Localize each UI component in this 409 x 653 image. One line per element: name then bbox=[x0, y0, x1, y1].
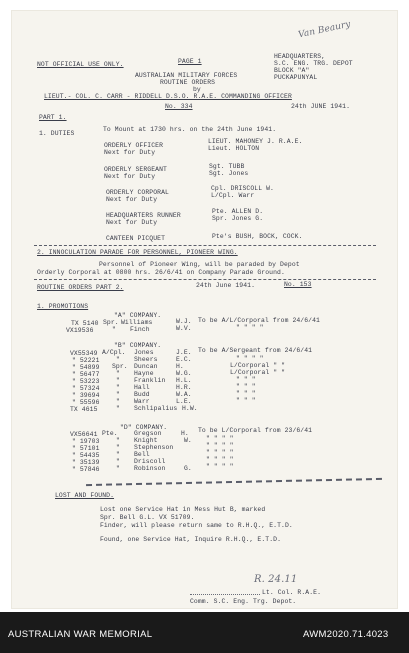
soldier-name: Jones bbox=[134, 349, 154, 356]
rank: " bbox=[116, 356, 120, 363]
soldier-name: Budd bbox=[134, 391, 150, 398]
promotions-heading: 1. PROMOTIONS bbox=[37, 303, 89, 310]
promotion-detail: To be A/L/Corporal from 24/6/41 bbox=[198, 317, 320, 324]
soldier-name: Warr bbox=[134, 398, 150, 405]
hq-line-1: HEADQUARTERS, bbox=[274, 53, 326, 60]
rank: " bbox=[116, 465, 120, 472]
promotion-detail: " " " " bbox=[206, 463, 234, 470]
promotion-detail: To be L/Corporal from 23/6/41 bbox=[198, 427, 313, 434]
service-number: VX55349 bbox=[70, 350, 98, 357]
initials: H.L. bbox=[176, 377, 192, 384]
duty-role-next: Next for Duty bbox=[106, 196, 158, 203]
soldier-name: Driscoll bbox=[134, 458, 166, 465]
company-heading: "B" COMPANY. bbox=[114, 342, 162, 349]
service-number: TX 5140 bbox=[71, 320, 99, 327]
rank: " bbox=[116, 451, 120, 458]
rank: " bbox=[116, 384, 120, 391]
initials: W.V. bbox=[176, 325, 192, 332]
part-2-heading: ROUTINE ORDERS PART 2. bbox=[37, 284, 124, 291]
duty-name: Pte. ALLEN D. bbox=[212, 208, 264, 215]
commander-line: LIEUT.- COL. C. CARR - RIDDELL D.S.O. R.A.E. COMMANDING OFFICER bbox=[44, 93, 292, 100]
promotion-detail: " " " " bbox=[206, 435, 234, 442]
rank: Spr. bbox=[112, 363, 128, 370]
company-heading: "A" COMPANY. bbox=[114, 312, 162, 319]
picquet-label: CANTEEN PICQUET bbox=[106, 235, 166, 242]
initials: H.R. bbox=[176, 384, 192, 391]
duty-role: ORDERLY OFFICER bbox=[104, 142, 164, 149]
duty-name-next: L/Cpl. Warr bbox=[211, 192, 255, 199]
order-number: No. 334 bbox=[165, 103, 193, 110]
duty-role: HEADQUARTERS RUNNER bbox=[106, 212, 181, 219]
title-line-2: ROUTINE ORDERS bbox=[160, 79, 216, 86]
rank: Pte. bbox=[102, 430, 118, 437]
promotion-detail: L/Corporal " " bbox=[230, 369, 286, 376]
company-heading: "D" COMPANY. bbox=[120, 424, 168, 431]
signature: R. 24.11 bbox=[254, 574, 298, 585]
duty-name-next: Lieut. HOLTON bbox=[208, 145, 260, 152]
promotion-detail: " " " " bbox=[236, 324, 264, 331]
service-number: VX56641 bbox=[70, 431, 98, 438]
soldier-name: Finch bbox=[130, 326, 150, 333]
service-number: " 39694 bbox=[72, 392, 100, 399]
soldier-name: Bell bbox=[134, 451, 150, 458]
duty-role-next: Next for Duty bbox=[104, 173, 156, 180]
soldier-name: Sheers bbox=[134, 356, 158, 363]
duty-name: Sgt. TUBB bbox=[209, 163, 245, 170]
service-number: " 54899 bbox=[72, 364, 100, 371]
initials: W. bbox=[184, 437, 192, 444]
hq-line-3: BLOCK "A" bbox=[274, 67, 310, 74]
service-number: " 35139 bbox=[72, 459, 100, 466]
soldier-name: Franklin bbox=[134, 377, 166, 384]
rank: " bbox=[116, 444, 120, 451]
page-number: PAGE 1 bbox=[178, 58, 202, 65]
hq-line-4: PUCKAPUNYAL bbox=[274, 74, 318, 81]
footer-accession-number: AWM2020.71.4023 bbox=[303, 629, 389, 640]
title-line-3: by bbox=[193, 86, 201, 93]
part-2-date: 24th June 1941. bbox=[196, 282, 256, 289]
section-2-line-1: Personnel of Pioneer Wing, will be paraded by Depot bbox=[99, 261, 300, 268]
soldier-name: Hayne bbox=[134, 370, 154, 377]
duties-heading: 1. DUTIES bbox=[39, 130, 75, 137]
service-number: " 57101 bbox=[72, 445, 100, 452]
soldier-name: Schlipalius bbox=[134, 405, 178, 412]
rank: " bbox=[116, 391, 120, 398]
promotion-detail: " " " bbox=[236, 383, 256, 390]
promotion-detail: " " " bbox=[236, 376, 256, 383]
service-number: " 56477 bbox=[72, 371, 100, 378]
section-2-heading: 2. INNOCULATION PARADE FOR PERSONNEL, PIONEER WING. bbox=[37, 249, 238, 256]
initials: L.E. bbox=[176, 398, 192, 405]
promotion-detail: " " " " bbox=[206, 456, 234, 463]
signature-organisation: Comm. S.C. Eng. Trg. Depot. bbox=[190, 598, 297, 605]
duty-role: ORDERLY CORPORAL bbox=[106, 189, 169, 196]
rank: Spr. bbox=[103, 319, 119, 326]
title-line-1: AUSTRALIAN MILITARY FORCES bbox=[135, 72, 238, 79]
soldier-name: Robinson bbox=[134, 465, 166, 472]
rank: " bbox=[112, 326, 116, 333]
initials: W.A. bbox=[176, 391, 192, 398]
duty-name-next: Sgt. Jones bbox=[209, 170, 249, 177]
initials: J.E. bbox=[176, 349, 192, 356]
service-number: TX 4615 bbox=[70, 406, 98, 413]
divider bbox=[34, 245, 376, 246]
initials: H. bbox=[176, 363, 184, 370]
soldier-name: Gregson bbox=[134, 430, 162, 437]
service-number: " 57324 bbox=[72, 385, 100, 392]
part-2-number: No. 153 bbox=[284, 281, 312, 288]
order-date: 24th JUNE 1941. bbox=[291, 103, 351, 110]
footer-source: AUSTRALIAN WAR MEMORIAL bbox=[8, 629, 153, 640]
soldier-name: Duncan bbox=[134, 363, 158, 370]
part-1-heading: PART 1. bbox=[39, 114, 67, 121]
initials: H. bbox=[181, 430, 189, 437]
lost-found-line: Lost one Service Hat in Mess Hut B, marked bbox=[100, 506, 266, 513]
soldier-name: Williams bbox=[121, 319, 153, 326]
service-number: " 19703 bbox=[72, 438, 100, 445]
soldier-name: Hall bbox=[134, 384, 150, 391]
signature-line bbox=[190, 594, 260, 595]
mount-text: To Mount at 1730 hrs. on the 24th June 1941. bbox=[103, 126, 277, 133]
rank: " bbox=[116, 398, 120, 405]
duty-role: ORDERLY SERGEANT bbox=[104, 166, 167, 173]
rank: " bbox=[116, 437, 120, 444]
section-2-line-2: Orderly Corporal at 0800 hrs. 26/6/41 on Company Parade Ground. bbox=[37, 269, 285, 276]
rank: " bbox=[116, 405, 120, 412]
service-number: " 54435 bbox=[72, 452, 100, 459]
lost-found-line: Finder, will please return same to R.H.Q., E.T.D. bbox=[100, 522, 293, 529]
handwritten-note: Van Beaury bbox=[297, 19, 352, 41]
promotion-detail: " " " " bbox=[206, 442, 234, 449]
initials: W.G. bbox=[176, 370, 192, 377]
service-number: " 52221 bbox=[72, 357, 100, 364]
promotion-detail: " " " " bbox=[206, 449, 234, 456]
initials: G. bbox=[184, 465, 192, 472]
rank: " bbox=[116, 377, 120, 384]
promotion-detail: " " " bbox=[236, 390, 256, 397]
promotion-detail: " " " " bbox=[236, 355, 264, 362]
lost-found-line: Found, one Service Hat, Inquire R.H.Q., E.T.D. bbox=[100, 536, 282, 543]
signature-title: Lt. Col. R.A.E. bbox=[262, 589, 322, 596]
service-number: " 55596 bbox=[72, 399, 100, 406]
initials: H.W. bbox=[182, 405, 198, 412]
rank: A/Cpl. bbox=[102, 349, 126, 356]
duty-role-next: Next for Duty bbox=[106, 219, 158, 226]
promotion-detail: L/Corporal " " bbox=[230, 362, 286, 369]
service-number: " 53223 bbox=[72, 378, 100, 385]
rank: " bbox=[116, 458, 120, 465]
soldier-name: Knight bbox=[134, 437, 158, 444]
document-page bbox=[12, 11, 397, 608]
rank: " bbox=[116, 370, 120, 377]
duty-name: Cpl. DRISCOLL W. bbox=[211, 185, 274, 192]
promotion-detail: " " " bbox=[236, 397, 256, 404]
promotion-detail: To be A/Sergeant from 24/6/41 bbox=[198, 347, 313, 354]
service-number: VX19536 bbox=[66, 327, 94, 334]
picquet-names: Pte's BUSH, BOCK, COCK. bbox=[212, 233, 303, 240]
divider bbox=[86, 478, 382, 486]
initials: E.C. bbox=[176, 356, 192, 363]
footer-bar bbox=[0, 612, 409, 653]
lost-found-line: Spr. Bell G.L. VX 51709. bbox=[100, 514, 195, 521]
classification-label: NOT OFFICIAL USE ONLY. bbox=[37, 61, 124, 68]
lost-found-heading: LOST AND FOUND. bbox=[55, 492, 115, 499]
duty-name: LIEUT. MAHONEY J. R.A.E. bbox=[208, 138, 303, 145]
service-number: " 57846 bbox=[72, 466, 100, 473]
duty-role-next: Next for Duty bbox=[104, 149, 156, 156]
soldier-name: Stephenson bbox=[134, 444, 174, 451]
duty-name-next: Spr. Jones G. bbox=[212, 215, 264, 222]
hq-line-2: S.C. ENG. TRG. DEPOT bbox=[274, 60, 353, 67]
divider bbox=[34, 279, 376, 280]
initials: W.J. bbox=[176, 318, 192, 325]
